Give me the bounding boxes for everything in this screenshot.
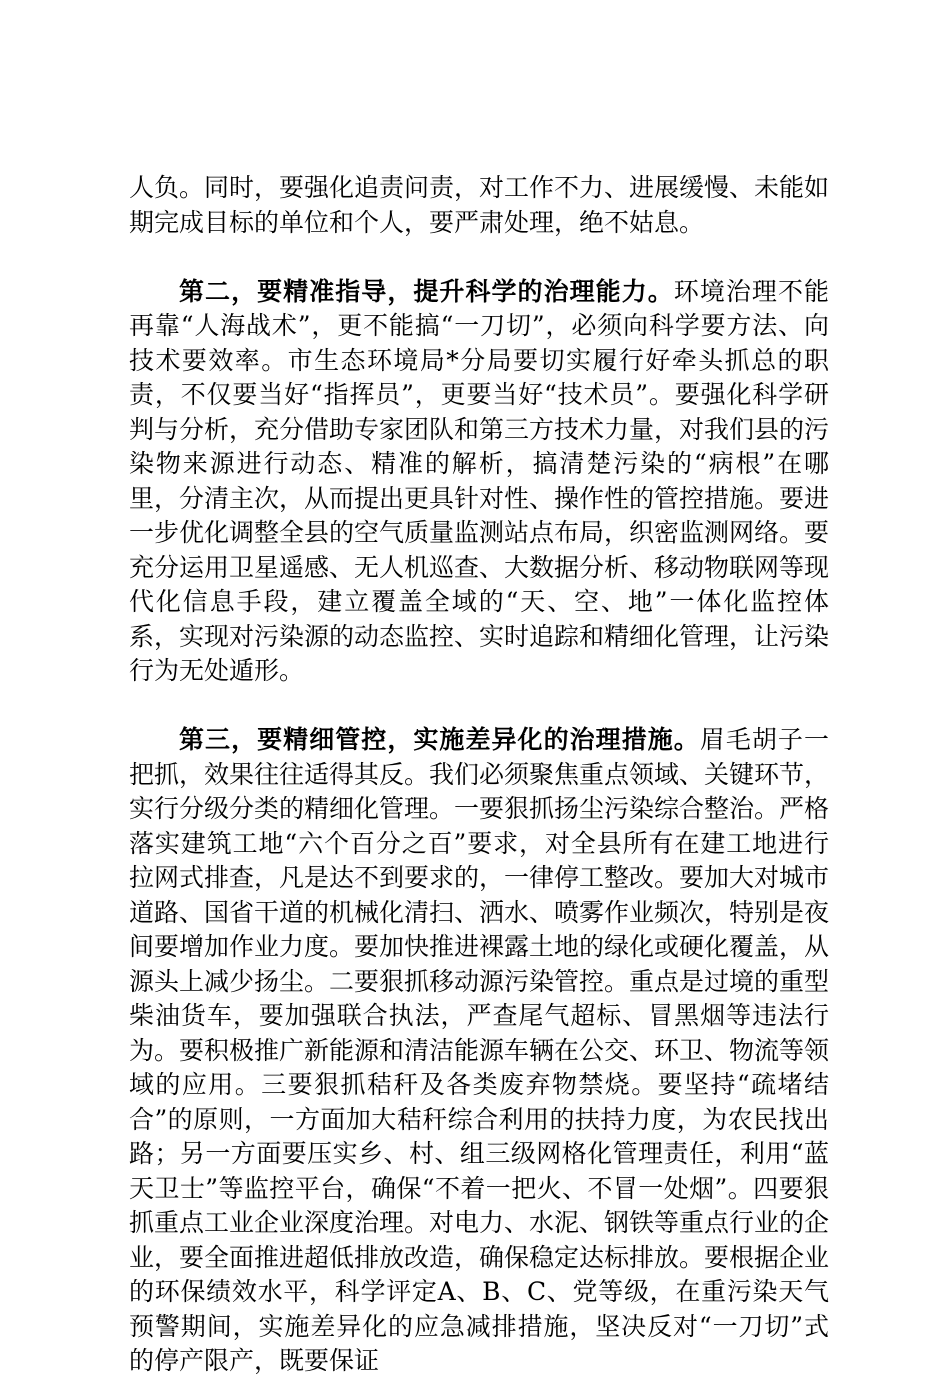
document-page bbox=[129, 171, 829, 1379]
paragraph-2 bbox=[129, 275, 829, 689]
paragraph-1-body: 人负。同时，要强化追责问责，对工作不力、进展缓慢、未能如期完成目标的单位和个人，要严肃处理，绝不姑息。 bbox=[129, 173, 830, 237]
paragraph-3 bbox=[129, 723, 829, 1379]
paragraph-2-lead: 第二，要精准指导，提升科学的治理能力。 bbox=[179, 276, 674, 306]
paragraph-1 bbox=[129, 171, 829, 240]
paragraph-3-body: 眉毛胡子一把抓，效果往往适得其反。我们必须聚焦重点领域、关键环节，实行分级分类的精细化管理。一要狠抓扬尘污染综合整治。严格落实建筑工地“六个百分之百”要求，对全县所有在建工地进行拉网式排查，凡是达不到要求的，一律停工整改。要加大对城市道路、国省干道的机械化清扫、洒水、喷雾作业频次，特别是夜间要增加作业力度。要加快推进裸露土地的绿化或硬化覆盖，从源头上减少扬尘。二要狠抓移动源污染管控。重点是过境的重型柴油货车，要加强联合执法，严查尾气超标、冒黑烟等违法行为。要积极推广新能源和清洁能源车辆在公交、环卫、物流等领域的应用。三要狠抓秸秆及各类废弃物禁烧。要坚持“疏堵结合”的原则，一方面加大秸秆综合利用的扶持力度，为农民找出路；另一方面要压实乡、村、组三级网格化管理责任，利用“蓝天卫士”等监控平台，确保“不着一把火、不冒一处烟”。四要狠抓重点工业企业深度治理。对电力、水泥、钢铁等重点行业的企业，要全面推进超低排放改造，确保稳定达标排放。要根据企业的环保绩效水平，科学评定A、B、C、党等级，在重污染天气预警期间，实施差异化的应急减排措施，坚决反对“一刀切”式的停产限产，既要保证 bbox=[129, 725, 830, 1375]
paragraph-3-lead: 第三，要精细管控，实施差异化的治理措施。 bbox=[179, 725, 700, 754]
paragraph-2-body: 环境治理不能再靠“人海战术”，更不能搞“一刀切”，必须向科学要方法、向技术要效率。市生态环境局*分局要切实履行好牵头抓总的职责，不仅要当好“指挥员”，更要当好“技术员”。要强化科学研判与分析，充分借助专家团队和第三方技术力量，对我们县的污染物来源进行动态、精准的解析，搞清楚污染的“病根”在哪里，分清主次，从而提出更具针对性、操作性的管控措施。要进一步优化调整全县的空气质量监测站点布局，织密监测网络。要充分运用卫星遥感、无人机巡查、大数据分析、移动物联网等现代化信息手段，建立覆盖全域的“天、空、地”一体化监控体系，实现对污染源的动态监控、实时追踪和精细化管理，让污染行为无处遁形。 bbox=[129, 276, 830, 685]
